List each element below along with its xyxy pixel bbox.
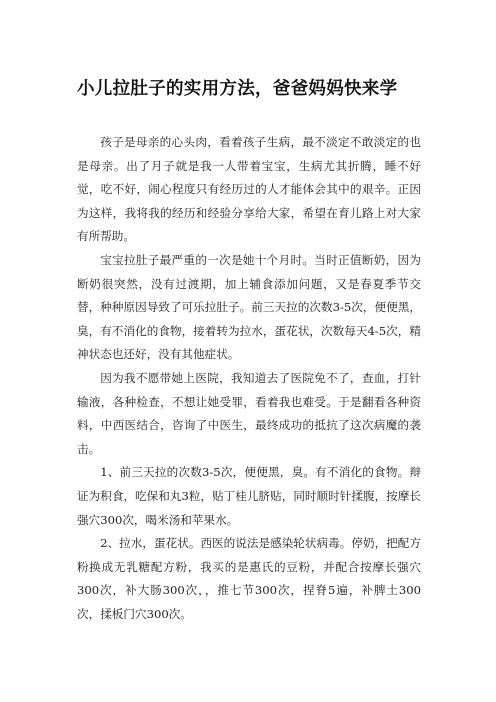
paragraph-intro: 孩子是母亲的心头肉，看着孩子生病，最不淡定不敢淡定的也是母亲。出了月子就是我一人带着宝宝，生病尤其折腾，睡不好觉，吃不好，闹心程度只有经历过的人才能体会其中的艰辛。正因为这样，我将我的经历和经验分享给大家，希望在育儿路上对大家有所帮助。 <box>77 135 421 244</box>
document-body <box>77 131 421 626</box>
paragraph-symptoms: 宝宝拉肚子最严重的一次是她十个月时。当时正值断奶，因为断奶很突然，没有过渡期，加上辅食添加问题，又是春夏季节交替，种种原因导致了可乐拉肚子。前三天拉的次数3-5次，便便黑，臭，有不消化的食物，接着转为拉水，蛋花状，次数每天4-5次，精神状态也还好，没有其他症状。 <box>77 252 421 362</box>
paragraph-decision: 因为我不愿带她上医院，我知道去了医院免不了，查血，打针输液，各种检查，不想让她受罪，看着我也难受。于是翻看各种资料，中西医结合，咨询了中医生，最终成功的抵抗了这次病魔的袭击。 <box>77 370 421 456</box>
document-title: 小儿拉肚子的实用方法，爸爸妈妈快来学 <box>77 79 398 99</box>
paragraph-step-2: 2、拉水，蛋花状。西医的说法是感染轮状病毒。停奶，把配方粉换成无乳糖配方粉，我买的是惠氏的豆粉，并配合按摩长强穴300次，补大肠300次，，推七节300次，捏脊5遍，补脾土300次，揉板门穴300次。 <box>77 536 421 621</box>
paragraph-step-1: 1、前三天拉的次数3-5次，便便黑，臭。有不消化的食物。辩证为积食，吃保和丸3粒，贴丁桂儿脐贴，同时顺时针揉腹，按摩长强穴300次，喝米汤和苹果水。 <box>77 465 421 527</box>
